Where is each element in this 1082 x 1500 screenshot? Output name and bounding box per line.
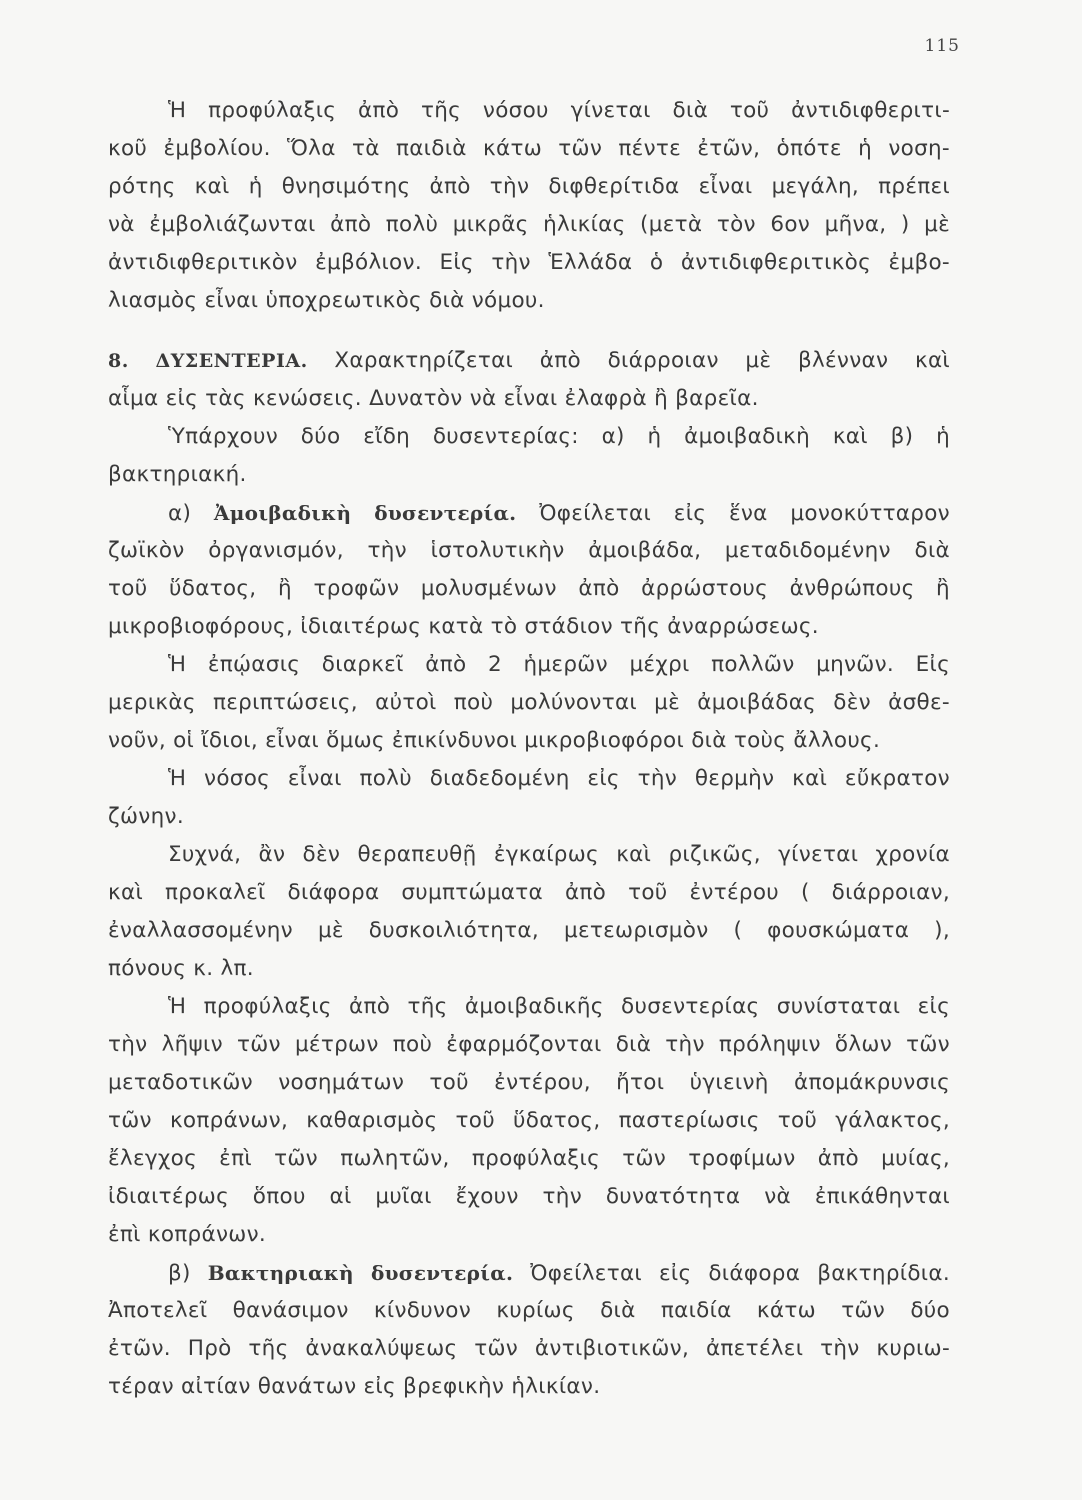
text-line: αἷμα εἰς τὰς κενώσεις. Δυνατὸν νὰ εἶναι ἐλαφρὰ ἢ βαρεῖα.: [108, 386, 759, 411]
subsection-label: β): [168, 1261, 208, 1286]
text-line: μεταδοτικῶν νοσημάτων τοῦ ἐντέρου, ἤτοι ὑγιεινὴ ἀπομάκρυνσις: [108, 1070, 950, 1095]
subsection-text: Ὀφείλεται εἰς διάφορα βακτηρίδια.: [513, 1261, 950, 1286]
paragraph-prophylaxis-amoebic: [108, 988, 950, 1254]
text-line: ἐναλλασσομένην μὲ δυσκοιλιότητα, μετεωρισμὸν ( φουσκώματα ),: [108, 918, 950, 943]
subsection-heading-amoebic: Ἀμοιβαδικὴ δυσεντερία.: [213, 501, 517, 525]
text-line: μερικὰς περιπτώσεις, αὐτοὶ ποὺ μολύνονται μὲ ἀμοιβάδας δὲν ἀσθε-: [108, 690, 950, 715]
text-line: Ἡ νόσος εἶναι πολὺ διαδεδομένη εἰς τὴν θερμὴν καὶ εὔκρατον: [168, 766, 950, 791]
text-line: λιασμὸς εἶναι ὑποχρεωτικὸς διὰ νόμου.: [108, 288, 545, 313]
paragraph-bacterial-dysentery: [108, 1254, 950, 1406]
paragraph-types: [108, 418, 950, 494]
text-line: Ὑπάρχουν δύο εἴδη δυσεντερίας: α) ἡ ἀμοιβαδικὴ καὶ β) ἡ: [168, 424, 950, 449]
subsection-text: Ὀφείλεται εἰς ἕνα μονοκύτταρον: [516, 501, 950, 526]
text-line: ἔλεγχος ἐπὶ τῶν πωλητῶν, προφύλαξις τῶν τροφίμων ἀπὸ μυίας,: [108, 1146, 950, 1171]
text-line: κοῦ ἐμβολίου. Ὅλα τὰ παιδιὰ κάτω τῶν πέντε ἐτῶν, ὁπότε ἡ νοση-: [108, 136, 950, 161]
text-line: [108, 1254, 950, 1292]
text-line: ζώνην.: [108, 804, 184, 829]
text-line: Ἡ ἐπῴασις διαρκεῖ ἀπὸ 2 ἡμερῶν μέχρι πολλῶν μηνῶν. Εἰς: [168, 652, 950, 677]
text-line: τοῦ ὕδατος, ἢ τροφῶν μολυσμένων ἀπὸ ἀρρώστους ἀνθρώπους ἢ: [108, 576, 950, 601]
text-line: βακτηριακή.: [108, 462, 247, 487]
text-line: Ἀποτελεῖ θανάσιμον κίνδυνον κυρίως διὰ παιδία κάτω τῶν δύο: [108, 1298, 950, 1323]
text-line: ἰδιαιτέρως ὅπου αἱ μυῖαι ἔχουν τὴν δυνατότητα νὰ ἐπικάθηνται: [108, 1184, 950, 1209]
page-number: 115: [924, 36, 960, 56]
paragraph-chronic: [108, 836, 950, 988]
subsection-heading-bacterial: Βακτηριακὴ δυσεντερία.: [207, 1261, 514, 1285]
text-line: τῶν κοπράνων, καθαρισμὸς τοῦ ὕδατος, παστερίωσις τοῦ γάλακτος,: [108, 1108, 950, 1133]
text-line: ἐπὶ κοπράνων.: [108, 1222, 267, 1247]
text-line: Συχνά, ἂν δὲν θεραπευθῇ ἐγκαίρως καὶ ριζικῶς, γίνεται χρονία: [168, 842, 950, 867]
section-heading: 8. ΔΥΣΕΝΤΕΡΙΑ.: [108, 350, 308, 372]
text-line: Ἡ προφύλαξις ἀπὸ τῆς ἀμοιβαδικῆς δυσεντερίας συνίσταται εἰς: [168, 994, 950, 1019]
section-dysentery: [108, 342, 950, 418]
text-line: νοῦν, οἱ ἴδιοι, εἶναι ὅμως ἐπικίνδυνοι μικροβιοφόροι διὰ τοὺς ἄλλους.: [108, 728, 881, 753]
text-line: μικροβιοφόρους, ἰδιαιτέρως κατὰ τὸ στάδιον τῆς ἀναρρώσεως.: [108, 614, 819, 639]
text-line: τέραν αἰτίαν θανάτων εἰς βρεφικὴν ἡλικίαν.: [108, 1374, 601, 1399]
subsection-label: α): [168, 501, 214, 526]
body-text: [108, 92, 950, 1406]
paragraph-prophylaxis-diphtheria: [108, 92, 950, 320]
text-line: τὴν λῆψιν τῶν μέτρων ποὺ ἐφαρμόζονται διὰ τὴν πρόληψιν ὅλων τῶν: [108, 1032, 950, 1057]
paragraph-amoebic-dysentery: [108, 494, 950, 646]
text-line: ἐτῶν. Πρὸ τῆς ἀνακαλύψεως τῶν ἀντιβιοτικῶν, ἀπετέλει τὴν κυριω-: [108, 1336, 950, 1361]
section-intro-text: Χαρακτηρίζεται ἀπὸ διάρροιαν μὲ βλένναν καὶ: [307, 348, 950, 373]
text-line: Ἡ προφύλαξις ἀπὸ τῆς νόσου γίνεται διὰ τοῦ ἀντιδιφθεριτι-: [168, 98, 950, 123]
paragraph-distribution: [108, 760, 950, 836]
paragraph-incubation: [108, 646, 950, 760]
text-line: ἀντιδιφθεριτικὸν ἐμβόλιον. Εἰς τὴν Ἑλλάδα ὁ ἀντιδιφθεριτικὸς ἐμβο-: [108, 250, 950, 275]
text-line: [108, 494, 950, 532]
text-line: [108, 342, 950, 380]
text-line: πόνους κ. λπ.: [108, 956, 254, 981]
text-line: ζωϊκὸν ὀργανισμόν, τὴν ἱστολυτικὴν ἀμοιβάδα, μεταδιδομένην διὰ: [108, 538, 950, 563]
text-line: ρότης καὶ ἡ θνησιμότης ἀπὸ τὴν διφθερίτιδα εἶναι μεγάλη, πρέπει: [108, 174, 950, 199]
text-line: καὶ προκαλεῖ διάφορα συμπτώματα ἀπὸ τοῦ ἐντέρου ( διάρροιαν,: [108, 880, 950, 905]
text-line: νὰ ἐμβολιάζωνται ἀπὸ πολὺ μικρᾶς ἡλικίας (μετὰ τὸν 6ον μῆνα, ) μὲ: [108, 212, 950, 237]
